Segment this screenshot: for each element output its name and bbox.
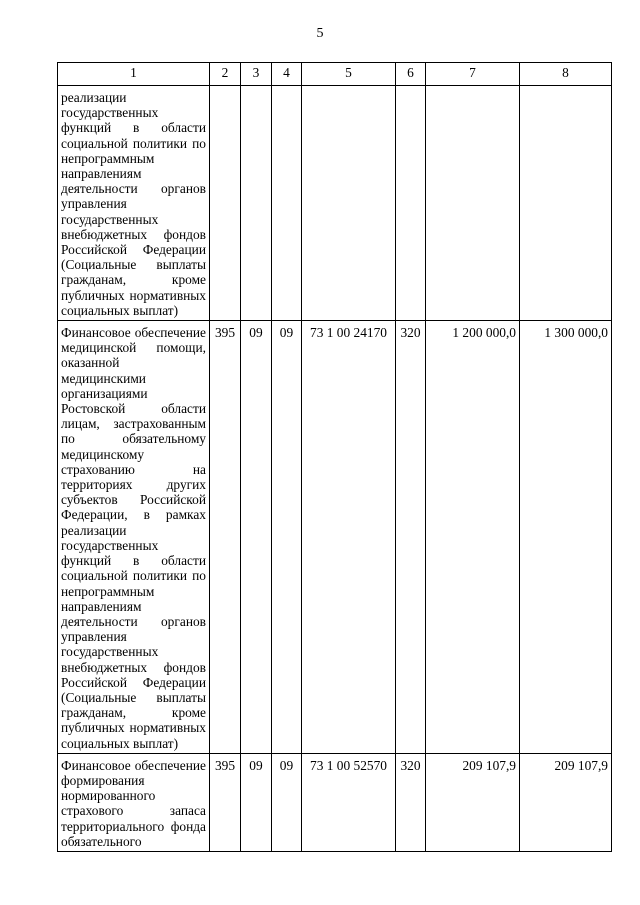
header-cell-2: 2 (210, 63, 241, 86)
row-ministry-code (210, 86, 241, 321)
row-subsection-code (272, 86, 302, 321)
table-row (58, 753, 612, 851)
row-description: Финансовое обеспечение формирования нормированного страхового запаса территориального фонда обязательного (58, 753, 210, 851)
header-cell-7: 7 (426, 63, 520, 86)
header-cell-6: 6 (396, 63, 426, 86)
table-row (58, 86, 612, 321)
row-amount-year1 (426, 86, 520, 321)
page-number: 5 (316, 26, 324, 41)
header-cell-4: 4 (272, 63, 302, 86)
row-amount-year2: 1 300 000,0 (520, 321, 612, 754)
row-ministry-code: 395 (210, 321, 241, 754)
row-amount-year2: 209 107,9 (520, 753, 612, 851)
row-target-article (302, 86, 396, 321)
row-target-article: 73 1 00 24170 (302, 321, 396, 754)
row-amount-year1: 209 107,9 (426, 753, 520, 851)
header-cell-5: 5 (302, 63, 396, 86)
row-subsection-code: 09 (272, 321, 302, 754)
row-ministry-code: 395 (210, 753, 241, 851)
header-row (58, 63, 612, 86)
row-amount-year1: 1 200 000,0 (426, 321, 520, 754)
header-cell-8: 8 (520, 63, 612, 86)
table-row (58, 321, 612, 754)
row-expense-type: 320 (396, 753, 426, 851)
row-section-code (241, 86, 272, 321)
header-cell-3: 3 (241, 63, 272, 86)
row-subsection-code: 09 (272, 753, 302, 851)
row-section-code: 09 (241, 321, 272, 754)
row-description: Финансовое обеспечение медицинской помощи, оказанной медицинскими организациями Ростовской области лицам, застрахованным по обязательному медицинскому страхованию на территориях других субъектов Российской Федерации, в рамках реализации государственных функций в области социальной политики по непрограммным направлениям деятельности органов управления государственных внебюджетных фондов Российской Федерации (Социальные выплаты гражданам, кроме публичных нормативных социальных выплат) (58, 321, 210, 754)
row-expense-type: 320 (396, 321, 426, 754)
row-expense-type (396, 86, 426, 321)
row-amount-year2 (520, 86, 612, 321)
header-cell-1: 1 (58, 63, 210, 86)
budget-table (57, 62, 612, 852)
row-section-code: 09 (241, 753, 272, 851)
row-description: реализации государственных функций в области социальной политики по непрограммным направлениям деятельности органов управления государственных внебюджетных фондов Российской Федерации (Социальные выплаты гражданам, кроме публичных нормативных социальных выплат) (58, 86, 210, 321)
row-target-article: 73 1 00 52570 (302, 753, 396, 851)
